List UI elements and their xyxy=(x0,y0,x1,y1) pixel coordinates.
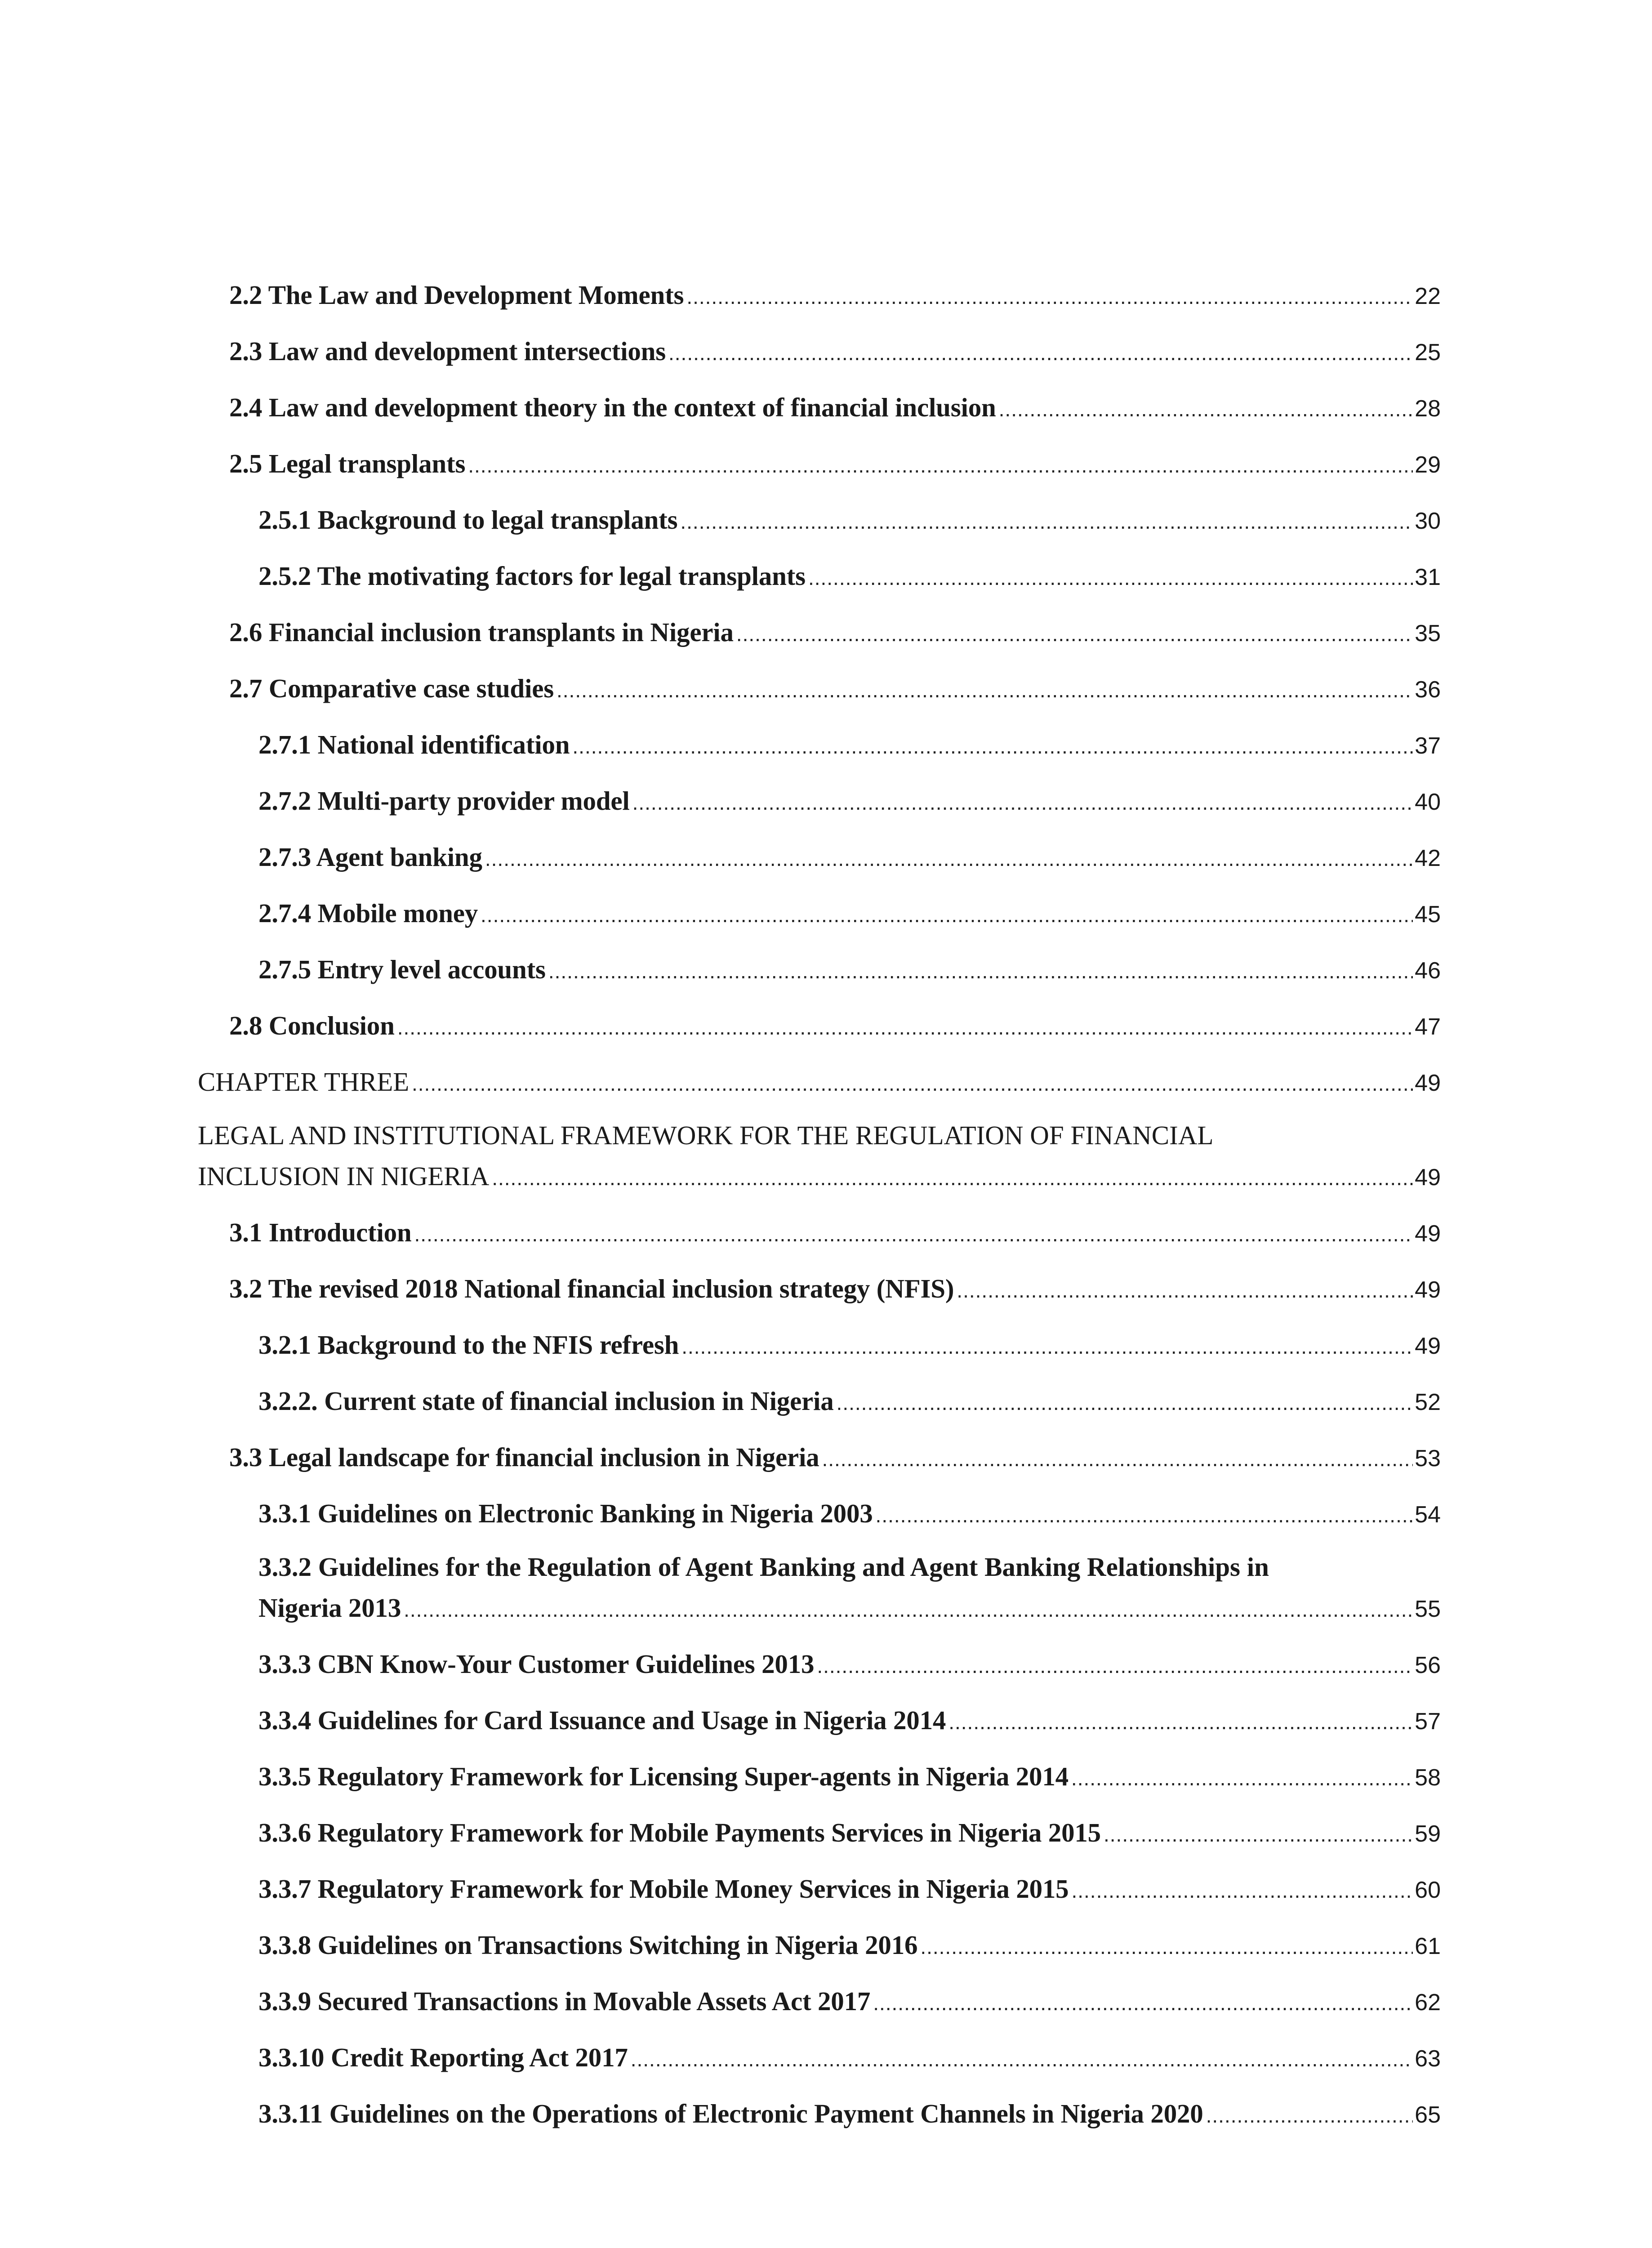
toc-entry-title: 3.3.1 Guidelines on Electronic Banking in Nigeria 2003 xyxy=(258,1499,873,1528)
dot-leader xyxy=(736,624,1413,644)
toc-entry-3-3-3[interactable] xyxy=(0,1634,1652,1677)
toc-entry-title: 3.1 Introduction xyxy=(229,1218,412,1247)
toc-entry-2-7[interactable] xyxy=(0,659,1652,702)
toc-entry-title: 3.3.9 Secured Transactions in Movable Assets Act 2017 xyxy=(258,1986,871,2016)
toc-entry-2-7-5[interactable] xyxy=(0,940,1652,983)
toc-page-number: 60 xyxy=(1415,1877,1441,1903)
toc-entry-chapter-three[interactable] xyxy=(0,1052,1652,1095)
toc-page-number: 62 xyxy=(1415,1989,1441,2016)
toc-entry-2-2[interactable] xyxy=(0,265,1652,308)
dot-leader xyxy=(668,343,1413,363)
dot-leader xyxy=(404,1599,1413,1620)
toc-page-number: 42 xyxy=(1415,845,1441,871)
dot-leader xyxy=(468,455,1413,476)
dot-leader xyxy=(548,961,1413,981)
dot-leader xyxy=(1071,1768,1413,1789)
toc-page-number: 22 xyxy=(1415,283,1441,309)
toc-entry-title: 3.3.10 Credit Reporting Act 2017 xyxy=(258,2043,628,2072)
toc-entry-3-3-8[interactable] xyxy=(0,1915,1652,1958)
dot-leader xyxy=(873,1993,1413,2013)
toc-entry-title: 3.3.6 Regulatory Framework for Mobile Payments Services in Nigeria 2015 xyxy=(258,1818,1101,1847)
toc-entry-2-8[interactable] xyxy=(0,996,1652,1039)
toc-entry-3-3-5[interactable] xyxy=(0,1747,1652,1790)
toc-page-number: 29 xyxy=(1415,452,1441,478)
toc-entry-3-3[interactable] xyxy=(0,1427,1652,1471)
toc-entry-title-line1: 3.3.2 Guidelines for the Regulation of Agent Banking and Agent Banking Relationships in xyxy=(258,1552,1269,1582)
toc-entry-2-5-1[interactable] xyxy=(0,490,1652,533)
dot-leader xyxy=(808,567,1413,588)
toc-entry-title: 2.7.4 Mobile money xyxy=(258,898,478,928)
dot-leader xyxy=(822,1449,1413,1469)
toc-entry-title: INCLUSION IN NIGERIA xyxy=(198,1161,490,1191)
dot-leader xyxy=(1071,1880,1413,1901)
dot-leader xyxy=(414,1224,1413,1244)
toc-entry-title: 2.7.2 Multi-party provider model xyxy=(258,786,630,816)
toc-entry-3-3-4[interactable] xyxy=(0,1690,1652,1734)
toc-page-number: 36 xyxy=(1415,677,1441,703)
toc-entry-title: 2.5.1 Background to legal transplants xyxy=(258,505,678,535)
toc-entry-title: 2.4 Law and development theory in the context of financial inclusion xyxy=(229,393,996,422)
dot-leader xyxy=(957,1280,1413,1301)
toc-entry-2-5[interactable] xyxy=(0,434,1652,477)
dot-leader xyxy=(632,792,1413,813)
dot-leader xyxy=(481,905,1413,925)
dot-leader xyxy=(681,1336,1413,1357)
toc-entry-title: 3.3.11 Guidelines on the Operations of Electronic Payment Channels in Nigeria 2020 xyxy=(258,2099,1203,2128)
toc-entry-3-3-10[interactable] xyxy=(0,2028,1652,2071)
toc-entry-title: 3.2.2. Current state of financial inclusion in Nigeria xyxy=(258,1386,834,1416)
toc-page-number: 49 xyxy=(1415,1164,1441,1191)
toc-entry-3-1[interactable] xyxy=(0,1203,1652,1246)
toc-page-number: 47 xyxy=(1415,1014,1441,1040)
toc-page-number: 45 xyxy=(1415,901,1441,928)
toc-entry-title: Nigeria 2013 xyxy=(258,1593,401,1623)
toc-page-number: 55 xyxy=(1415,1596,1441,1622)
toc-entry-2-5-2[interactable] xyxy=(0,546,1652,589)
toc-entry-3-3-11[interactable] xyxy=(0,2084,1652,2127)
dot-leader xyxy=(948,1712,1413,1732)
dot-leader xyxy=(485,848,1413,869)
toc-entry-3-2[interactable] xyxy=(0,1259,1652,1302)
toc-page-number: 52 xyxy=(1415,1389,1441,1415)
toc-entry-title: 2.7.5 Entry level accounts xyxy=(258,955,546,984)
dot-leader xyxy=(412,1073,1413,1094)
dot-leader xyxy=(920,1936,1413,1957)
toc-entry-3-2-2[interactable] xyxy=(0,1371,1652,1414)
toc-entry-3-3-7[interactable] xyxy=(0,1859,1652,1902)
toc-page-number: 49 xyxy=(1415,1277,1441,1303)
toc-entry-title: 2.8 Conclusion xyxy=(229,1011,395,1040)
toc-entry-title: 2.7.1 National identification xyxy=(258,730,570,759)
toc-entry-title: 3.3 Legal landscape for financial inclusion in Nigeria xyxy=(229,1442,819,1472)
toc-entry-title: 2.2 The Law and Development Moments xyxy=(229,280,684,310)
toc-entry-3-3-9[interactable] xyxy=(0,1971,1652,2015)
toc-page-number: 25 xyxy=(1415,339,1441,366)
toc-entry-title: 3.3.8 Guidelines on Transactions Switching in Nigeria 2016 xyxy=(258,1930,918,1960)
toc-page-number: 46 xyxy=(1415,958,1441,984)
toc-page-number: 31 xyxy=(1415,564,1441,590)
toc-entry-2-7-2[interactable] xyxy=(0,771,1652,814)
toc-entry-2-3[interactable] xyxy=(0,321,1652,365)
toc-entry-title: 3.3.4 Guidelines for Card Issuance and Usage in Nigeria 2014 xyxy=(258,1705,946,1735)
toc-entry-title: CHAPTER THREE xyxy=(198,1067,409,1097)
toc-entry-chapter-three-title[interactable] xyxy=(0,1146,1652,1190)
dot-leader xyxy=(1206,2105,1413,2126)
toc-page-number: 30 xyxy=(1415,508,1441,534)
toc-page-number: 40 xyxy=(1415,789,1441,815)
toc-entry-title: 3.3.7 Regulatory Framework for Mobile Money Services in Nigeria 2015 xyxy=(258,1874,1069,1904)
dot-leader xyxy=(631,2049,1413,2070)
toc-entry-2-6[interactable] xyxy=(0,602,1652,646)
toc-page-number: 28 xyxy=(1415,396,1441,422)
toc-page-number: 49 xyxy=(1415,1221,1441,1247)
toc-page-number: 49 xyxy=(1415,1333,1441,1359)
toc-entry-3-3-1[interactable] xyxy=(0,1484,1652,1527)
dot-leader xyxy=(557,680,1413,700)
toc-entry-title: 3.3.3 CBN Know-Your Customer Guidelines 2013 xyxy=(258,1649,815,1679)
toc-entry-title: 2.6 Financial inclusion transplants in Nigeria xyxy=(229,617,734,647)
dot-leader xyxy=(572,736,1413,757)
toc-entry-title: 2.7.3 Agent banking xyxy=(258,842,482,872)
toc-entry-title-line1: LEGAL AND INSTITUTIONAL FRAMEWORK FOR THE REGULATION OF FINANCIAL xyxy=(198,1120,1214,1150)
dot-leader xyxy=(876,1505,1413,1525)
toc-entry-3-2-1[interactable] xyxy=(0,1315,1652,1358)
toc-page-number: 54 xyxy=(1415,1502,1441,1528)
toc-entry-title: 2.7 Comparative case studies xyxy=(229,674,554,703)
toc-page-number: 59 xyxy=(1415,1821,1441,1847)
dot-leader xyxy=(492,1168,1413,1188)
dot-leader xyxy=(999,399,1413,419)
toc-entry-3-3-2[interactable] xyxy=(0,1578,1652,1621)
toc-entry-2-7-3[interactable] xyxy=(0,827,1652,870)
toc-entry-2-7-4[interactable] xyxy=(0,883,1652,927)
toc-page-number: 53 xyxy=(1415,1445,1441,1472)
toc-entry-2-4[interactable] xyxy=(0,378,1652,421)
toc-entry-title: 2.5 Legal transplants xyxy=(229,449,466,478)
toc-entry-title: 2.3 Law and development intersections xyxy=(229,336,666,366)
toc-entry-title: 2.5.2 The motivating factors for legal transplants xyxy=(258,561,806,591)
toc-entry-3-3-6[interactable] xyxy=(0,1803,1652,1846)
toc-page-number: 37 xyxy=(1415,733,1441,759)
toc-page-number: 49 xyxy=(1415,1070,1441,1096)
dot-leader xyxy=(397,1017,1413,1038)
toc-page-number: 56 xyxy=(1415,1652,1441,1678)
dot-leader xyxy=(817,1655,1413,1676)
toc-entry-title: 3.2 The revised 2018 National financial inclusion strategy (NFIS) xyxy=(229,1274,954,1303)
dot-leader xyxy=(1104,1824,1413,1845)
toc-entry-title: 3.2.1 Background to the NFIS refresh xyxy=(258,1330,679,1360)
toc-page-number: 61 xyxy=(1415,1933,1441,1959)
toc-entry-2-7-1[interactable] xyxy=(0,715,1652,758)
dot-leader xyxy=(686,286,1413,307)
dot-leader xyxy=(837,1392,1413,1413)
toc-page-number: 58 xyxy=(1415,1765,1441,1791)
dot-leader xyxy=(680,511,1413,532)
toc-entry-title: 3.3.5 Regulatory Framework for Licensing Super-agents in Nigeria 2014 xyxy=(258,1762,1069,1791)
toc-page-number: 65 xyxy=(1415,2102,1441,2128)
toc-page-number: 35 xyxy=(1415,620,1441,647)
toc-page-number: 57 xyxy=(1415,1708,1441,1735)
toc-page-number: 63 xyxy=(1415,2046,1441,2072)
